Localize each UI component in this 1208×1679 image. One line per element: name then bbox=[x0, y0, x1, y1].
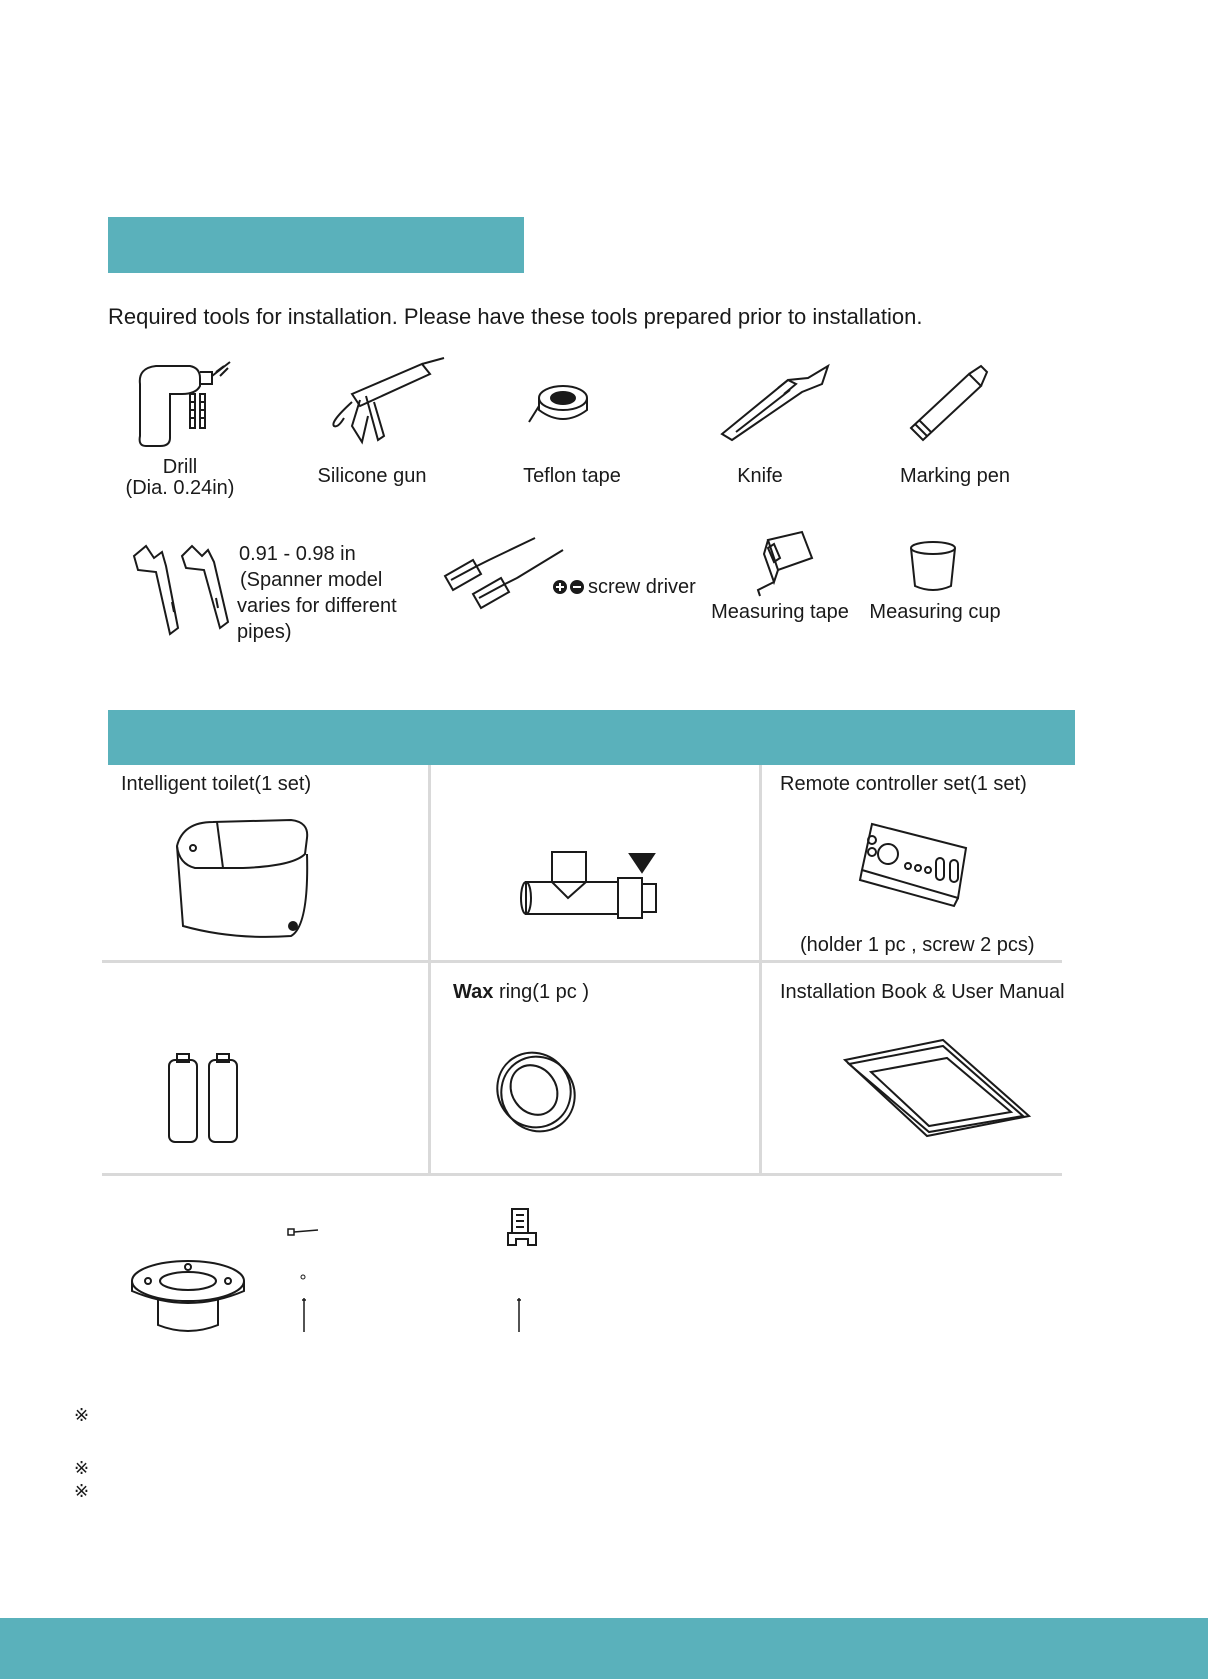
screw-icon bbox=[301, 1298, 307, 1332]
battery-icon bbox=[167, 1052, 241, 1144]
screwdriver-label: screw driver bbox=[588, 576, 696, 598]
grid-divider bbox=[759, 765, 762, 1175]
measuring-cup-icon bbox=[909, 540, 957, 592]
screw-icon bbox=[516, 1298, 522, 1332]
wax-ring-label-bold: Wax bbox=[453, 981, 494, 1003]
note-mark: ※ bbox=[74, 1458, 90, 1478]
measuring-tape-label: Measuring tape bbox=[711, 601, 849, 623]
teflon-tape-label: Teflon tape bbox=[523, 465, 621, 487]
toilet-label: Intelligent toilet(1 set) bbox=[121, 773, 312, 795]
flange-icon bbox=[128, 1259, 248, 1335]
teflon-tape-icon bbox=[535, 382, 591, 426]
grid-divider bbox=[428, 765, 431, 1175]
measuring-cup-label: Measuring cup bbox=[869, 601, 1001, 623]
grid-divider bbox=[102, 1173, 1062, 1176]
note-mark: ※ bbox=[74, 1405, 90, 1425]
measuring-tape-icon bbox=[754, 530, 816, 596]
silicone-gun-icon bbox=[322, 356, 452, 446]
marking-pen-label: Marking pen bbox=[899, 465, 1011, 487]
remote-note: (holder 1 pc , screw 2 pcs) bbox=[800, 934, 1035, 956]
tools-section-header bbox=[108, 217, 524, 273]
bracket-icon bbox=[506, 1207, 540, 1251]
nut-icon bbox=[300, 1274, 306, 1280]
plus-minus-icon bbox=[553, 579, 585, 595]
drill-sublabel: (Dia. 0.24in) bbox=[125, 477, 235, 499]
manual-label: Installation Book & User Manual bbox=[780, 981, 1065, 1003]
remote-label: Remote controller set(1 set) bbox=[780, 773, 1027, 795]
spanner-line1: 0.91 - 0.98 in bbox=[239, 543, 356, 565]
manual-icon bbox=[843, 1038, 1031, 1138]
knife-label: Knife bbox=[737, 465, 783, 487]
wax-ring-label-rest: ring(1 pc ) bbox=[493, 981, 589, 1003]
silicone-gun-label: Silicone gun bbox=[317, 465, 427, 487]
spanner-icon bbox=[128, 542, 232, 636]
grid-divider bbox=[102, 960, 1062, 963]
bolt-icon bbox=[287, 1227, 319, 1237]
screwdriver-icon bbox=[443, 536, 565, 614]
parts-section-header bbox=[108, 710, 1075, 765]
wax-ring-label bbox=[453, 980, 589, 1004]
remote-controller-icon bbox=[858, 820, 978, 904]
footer-bar bbox=[0, 1618, 1208, 1679]
angle-valve-icon bbox=[518, 848, 664, 920]
spanner-line2: (Spanner model bbox=[240, 569, 383, 591]
note-mark: ※ bbox=[74, 1481, 90, 1501]
marking-pen-icon bbox=[905, 362, 995, 442]
spanner-line3: varies for different bbox=[237, 595, 397, 617]
toilet-icon bbox=[173, 814, 313, 944]
tools-intro: Required tools for installation. Please have these tools prepared prior to installation. bbox=[108, 304, 923, 329]
knife-icon bbox=[718, 362, 834, 442]
wax-ring-icon bbox=[494, 1050, 578, 1134]
drill-icon bbox=[130, 354, 250, 450]
spanner-line4: pipes) bbox=[237, 621, 292, 643]
drill-label: Drill bbox=[162, 456, 198, 478]
